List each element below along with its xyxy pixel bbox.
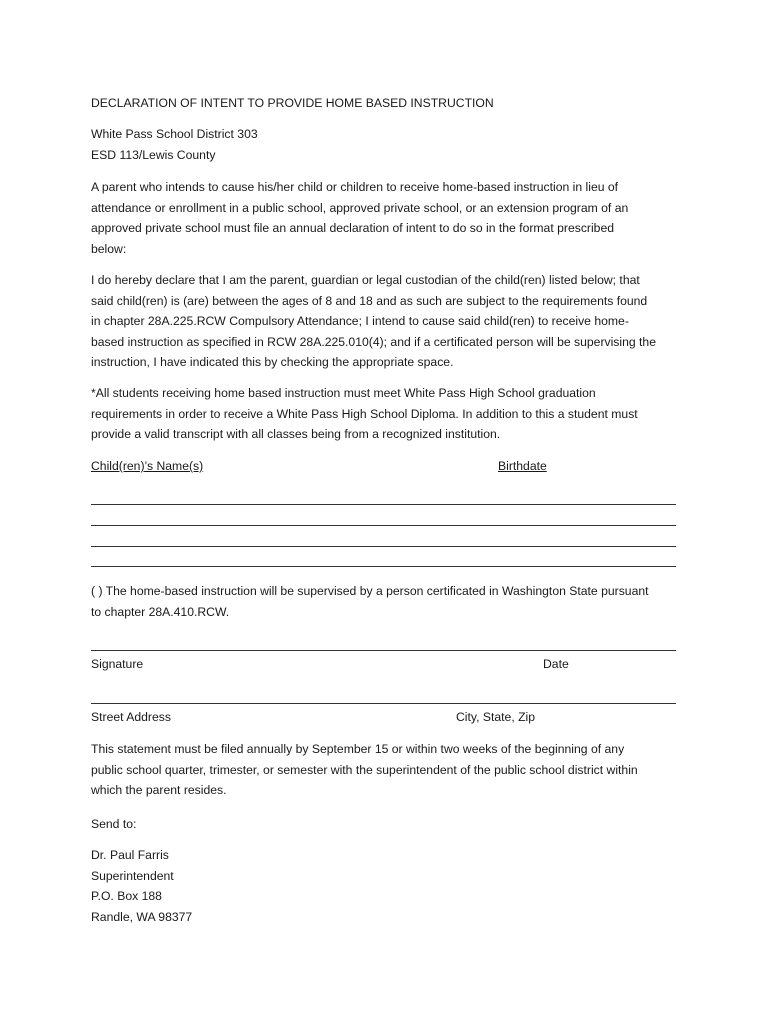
intro-paragraph: A parent who intends to cause his/her child or children to receive home-based instruction in lieu of attendance or enrollment in a public school, approved private school, or an extension program of an approved private school must file an annual declaration of intent to do so in the format prescribed below: — [91, 180, 629, 256]
recipient-city: Randle, WA 98377 — [91, 909, 193, 924]
district-info — [91, 124, 681, 165]
birthdate-header: Birthdate — [498, 459, 547, 473]
signature-label: Signature — [91, 657, 144, 671]
street-address-label: Street Address — [91, 710, 171, 724]
recipient-title: Superintendent — [91, 868, 174, 883]
district-name: White Pass School District 303 — [91, 127, 258, 141]
city-state-zip-label: City, State, Zip — [456, 710, 536, 724]
declaration-paragraph: I do hereby declare that I am the parent, guardian or legal custodian of the child(ren) listed below; that said child(ren) is (are) between the ages of 8 and 18 and as such are subject to the requirements found in chapter 28A.225.RCW Compulsory Attendance; I intend to cause said child(ren) to receive home- based instruction as specified in RCW 28A.225.010(4); and if a certificated person will be supervising the instruction, I have indicated this by checking the appropriate space. — [91, 273, 656, 370]
filing-instructions: This statement must be filed annually by September 15 or within two weeks of the beginning of any public school quarter, trimester, or semester with the superintendent of the public school district within which the parent resides. — [91, 742, 638, 798]
child-entry-line-2[interactable] — [91, 525, 676, 526]
graduation-note: *All students receiving home based instruction must meet White Pass High School graduation requirements in order to receive a White Pass High School Diploma. In addition to this a student must provide a valid transcript with all classes being from a recognized institution. — [91, 386, 638, 442]
certification-option: ( ) The home-based instruction will be supervised by a person certificated in Washington State pursuant to chapter 28A.410.RCW. — [91, 581, 681, 622]
document-title: DECLARATION OF INTENT TO PROVIDE HOME BASED INSTRUCTION — [91, 96, 494, 110]
child-entry-line-3[interactable] — [91, 546, 676, 547]
recipient-address — [91, 845, 681, 927]
children-name-header: Child(ren)’s Name(s) — [91, 459, 204, 473]
certification-checkbox-line[interactable]: ( ) The home-based instruction will be supervised by a person certificated in Washington State pursuant — [91, 584, 649, 598]
recipient-name: Dr. Paul Farris — [91, 848, 169, 862]
child-entry-line-4[interactable] — [91, 566, 676, 567]
signature-line[interactable] — [91, 650, 676, 651]
child-entry-line-1[interactable] — [91, 504, 676, 505]
esd-county: ESD 113/Lewis County — [91, 147, 216, 162]
date-label: Date — [543, 657, 569, 671]
send-to-label: Send to: — [91, 817, 137, 831]
recipient-po-box: P.O. Box 188 — [91, 889, 162, 904]
address-line[interactable] — [91, 703, 676, 704]
